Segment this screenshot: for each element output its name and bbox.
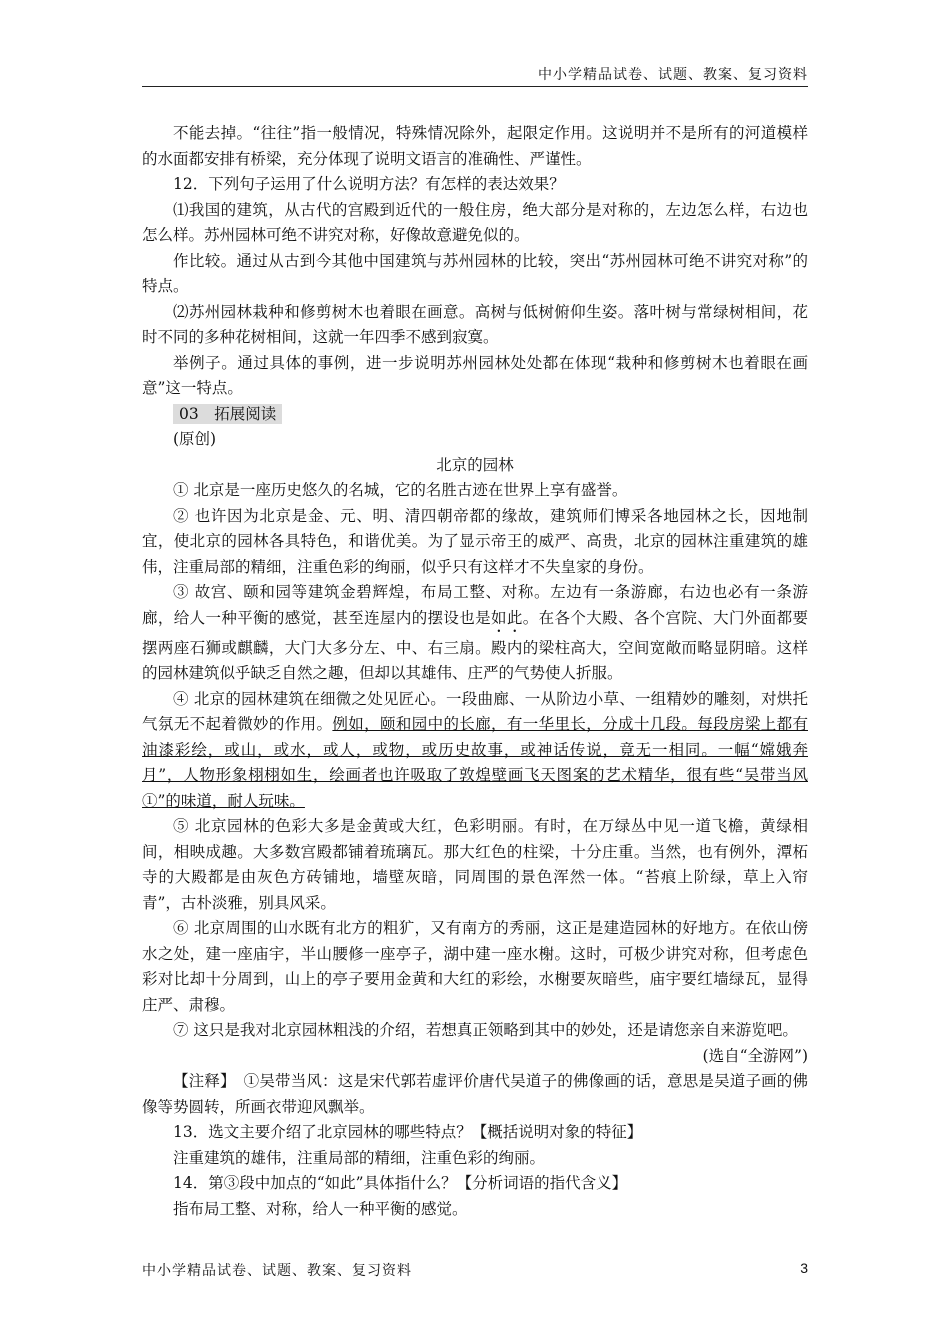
header-rule xyxy=(142,86,808,87)
underlined-passage: 例如，颐和园中的长廊，有一华里长，分成十几段。每段房梁上都有油漆彩绘，或山，或水，或人，或物，或历史故事，或神话传说，竟无一相同。一幅“嫦娥奔月”，人物形象栩栩如生，绘画者也许吸取了敦煌壁画飞天图案的艺术精华，很有些“吴带当风①”的味道，耐人玩味。 xyxy=(142,715,808,810)
question-12: 12．下列句子运用了什么说明方法？有怎样的表达效果？ xyxy=(173,175,565,193)
section-heading: 03 拓展阅读 xyxy=(142,402,808,428)
article-title: 北京的园林 xyxy=(436,455,514,474)
answer-14: 指布局工整、对称，给人一种平衡的感觉。 xyxy=(173,1199,468,1218)
article-para-6: ⑥ 北京周围的山水既有北方的粗犷，又有南方的秀丽，这正是建造园林的好地方。在依山傍水之处，建一座庙宇，半山腰修一座亭子，湖中建一座水榭。这时，可极少讲究对称，但考虑色彩对比却十分周到，山上的亭子要用金黄和大红的彩绘，水榭要灰暗些，庙宇要红墙绿瓦，显得庄严、肃穆。 xyxy=(142,919,808,1014)
article-para-5: ⑤ 北京园林的色彩大多是金黄或大红，色彩明丽。有时，在万绿丛中见一道飞檐，黄绿相间，相映成趣。大多数宫殿都铺着琉璃瓦。那大红色的柱梁，十分庄重。当然，也有例外，潭柘寺的大殿都是由灰色方砖铺地，墙壁灰暗，同周围的景色浑然一体。“苔痕上阶绿，草上入帘青”，古朴淡雅，别具风采。 xyxy=(142,817,808,912)
source-note: (原创) xyxy=(173,430,217,448)
article-para-7: ⑦ 这只是我对北京园林粗浅的介绍，若想真正领略到其中的妙处，还是请您亲自来游览吧。 xyxy=(173,1021,798,1039)
article-para-4: ④ 北京的园林建筑在细微之处见匠心。一段曲廊、一从阶边小草、一组精妙的雕刻，对烘托气氛无不起着微妙的作用。例如，颐和园中的长廊，有一华里长，分成十几段。每段房梁上都有油漆彩绘，或山，或水，或人，或物，或历史故事，或神话传说，竟无一相同。一幅“嫦娥奔月”，人物形象栩栩如生，绘画者也许吸取了敦煌壁画飞天图案的艺术精华，很有些“吴带当风①”的味道，耐人玩味。 xyxy=(142,689,808,810)
page-number: 3 xyxy=(800,1260,808,1276)
article-para-1: ① 北京是一座历史悠久的名城，它的名胜古迹在世界上享有盛誉。 xyxy=(173,481,628,499)
article-para-2: ② 也许因为北京是金、元、明、清四朝帝都的缘故，建筑师们博采各地园林之长，因地制宜，使北京的园林各具特色，和谐优美。为了显示帝王的威严、高贵，北京的园林注重建筑的雄伟，注重局部的精细，注重色彩的绚丽，似乎只有这样才不失皇家的身份。 xyxy=(142,506,808,576)
answer-11-continued: 不能去掉。“往往”指一般情况，特殊情况除外，起限定作用。这说明并不是所有的河道模样的水面都安排有桥梁，充分体现了说明文语言的准确性、严谨性。 xyxy=(142,124,808,168)
page-content xyxy=(142,121,808,1222)
annotation-note: 【注释】 ①吴带当风：这是宋代郭若虚评价唐代吴道子的佛像画的话，意思是吴道子画的佛像等势圆转，所画衣带迎风飘举。 xyxy=(142,1072,808,1116)
citation: (选自“全游网”) xyxy=(702,1046,808,1065)
answer-12-item-2: 举例子。通过具体的事例，进一步说明苏州园林处处都在体现“栽种和修剪树木也着眼在画意”这一特点。 xyxy=(142,353,808,397)
page-footer: 中小学精品试卷、试题、教案、复习资料 xyxy=(142,1263,412,1279)
article-para-3: ③ 故宫、颐和园等建筑金碧辉煌，布局工整、对称。左边有一条游廊，右边也必有一条游廊，给人一种平衡的感觉，甚至连屋内的摆设也是如此。在各个大殿、各个宫院、大门外面都要摆两座石狮或麒麟，大门大多分左、中、右三扇。殿内的梁柱高大，空间宽敞而略显阴暗。这样的园林建筑似乎缺乏自然之趣，但却以其雄伟、庄严的气势使人折服。 xyxy=(142,583,808,682)
answer-13: 注重建筑的雄伟，注重局部的精细，注重色彩的绚丽。 xyxy=(173,1148,546,1167)
answer-12-item-1: 作比较。通过从古到今其他中国建筑与苏州园林的比较，突出“苏州园林可绝不讲究对称”的特点。 xyxy=(142,251,808,295)
question-12-item-2: ⑵苏州园林栽种和修剪树木也着眼在画意。高树与低树俯仰生姿。落叶树与常绿树相间，花时不同的多种花树相间，这就一年四季不感到寂寞。 xyxy=(142,302,808,346)
question-12-item-1: ⑴我国的建筑，从古代的宫殿到近代的一般住房，绝大部分是对称的，左边怎么样，右边也怎么样。苏州园林可绝不讲究对称，好像故意避免似的。 xyxy=(142,200,808,244)
emphasized-word: 如此 xyxy=(491,608,523,627)
question-13: 13．选文主要介绍了北京园林的哪些特点？【概括说明对象的特征】 xyxy=(173,1123,643,1141)
question-14: 14．第③段中加点的“如此”具体指什么？【分析词语的指代含义】 xyxy=(173,1174,628,1192)
page-header: 中小学精品试卷、试题、教案、复习资料 xyxy=(538,67,808,83)
